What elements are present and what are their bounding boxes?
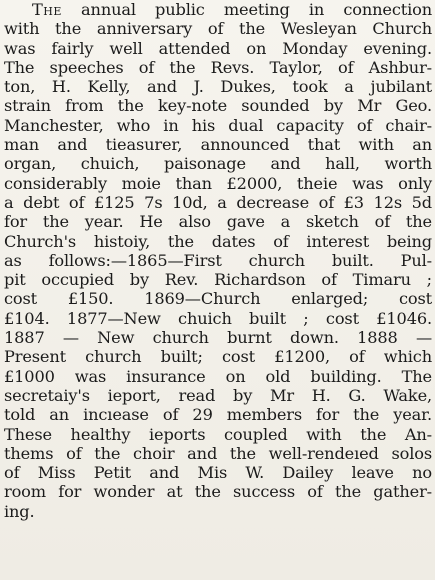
article-line: Church's histoiy, the dates of interest being: [4, 231, 432, 251]
article-line: ing.: [4, 501, 35, 521]
article-line: of Miss Petit and Mis W. Dailey leave no: [4, 463, 432, 483]
article-body: [4, 0, 432, 521]
article-line: £1000 was insurance on old building. The: [4, 366, 432, 386]
article-line: Manchester, who in his dual capacity of chair-: [4, 115, 432, 135]
article-line: ton, H. Kelly, and J. Dukes, took a jubilant: [4, 77, 432, 97]
article-line: cost £150. 1869—Church enlarged; cost: [4, 289, 432, 309]
article-line: was fairly well attended on Monday evening.: [4, 38, 432, 58]
article-line: These healthy ieports coupled with the An-: [4, 424, 432, 444]
article-line: as follows:—1865—First church built. Pul-: [4, 250, 432, 270]
article-line: £104. 1877—New chuich built ; cost £1046.: [4, 308, 432, 328]
article-line: 1887 — New church burnt down. 1888 —: [4, 328, 432, 348]
article-line: organ, chuich, paisonage and hall, worth: [4, 154, 432, 174]
article-line: strain from the key-note sounded by Mr Geo.: [4, 96, 432, 116]
article-line: thems of the choir and the well-rendeıed solos: [4, 443, 432, 463]
article-line: pit occupied by Rev. Richardson of Timaru ;: [4, 270, 432, 290]
article-line: told an incıease of 29 members for the year.: [4, 405, 432, 425]
article-line: Present church built; cost £1200, of which: [4, 347, 432, 367]
lead-word: The: [32, 0, 62, 19]
article-line: secretaiy's ieport, read by Mr H. G. Wake,: [4, 385, 432, 405]
article-line: for the year. He also gave a sketch of the: [4, 212, 432, 232]
article-line: considerably moie than £2000, theie was only: [4, 173, 432, 193]
article-line: [4, 0, 432, 19]
article-line: a debt of £125 7s 10d, a decrease of £3 12s 5d: [4, 192, 432, 212]
article-line-text: annual public meeting in connection: [61, 0, 432, 19]
article-line: room for wonder at the success of the gather-: [4, 482, 432, 502]
article-line: man and tieasurer, announced that with an: [4, 135, 432, 155]
article-line: with the anniversary of the Wesleyan Church: [4, 19, 432, 39]
article-line: The speeches of the Revs. Taylor, of Ashbur-: [4, 57, 432, 77]
